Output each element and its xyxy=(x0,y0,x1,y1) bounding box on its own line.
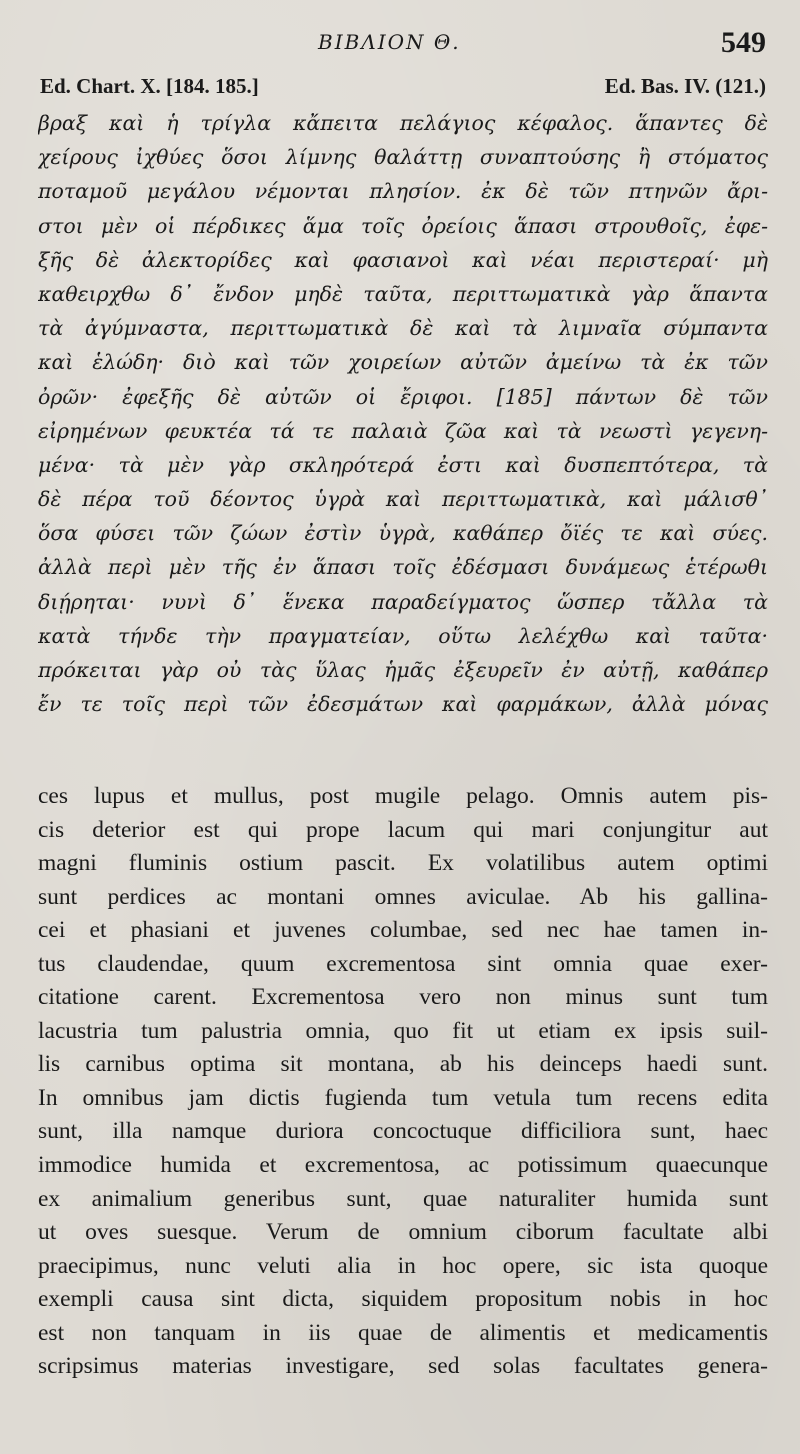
running-head xyxy=(0,26,800,64)
latin-line: tus claudendae, quum excrementosa sint omnia quae exer- xyxy=(38,950,768,977)
latin-line: exempli causa sint dicta, siquidem propositum nobis in hoc xyxy=(38,1286,768,1313)
greek-line: καθειρχθω δ᾽ ἔνδον μηδὲ ταῦτα, περιττωματικὰ γὰρ ἅπαντα xyxy=(38,281,768,306)
edition-reference-line xyxy=(40,74,766,104)
latin-line: citatione carent. Excrementosa vero non minus sunt tum xyxy=(38,984,768,1011)
latin-line: praecipimus, nunc veluti alia in hoc opere, sic ista quoque xyxy=(38,1252,768,1279)
greek-line: ὅσα φύσει τῶν ζώων ἐστὶν ὑγρὰ, καθάπερ ὄϊές τε καὶ σύες. xyxy=(38,521,768,546)
latin-line: In omnibus jam dictis fugienda tum vetula tum recens edita xyxy=(38,1084,768,1111)
greek-line: κατὰ τήνδε τὴν πραγματείαν, οὕτω λελέχθω καὶ ταῦτα· xyxy=(38,623,768,648)
greek-line: χείρους ἰχθύες ὅσοι λίμνης θαλάττῃ συναπτούσης ἢ στόματος xyxy=(38,145,768,170)
latin-line: immodice humida et excrementosa, ac potissimum quaecunque xyxy=(38,1152,768,1179)
greek-line: εἰρημένων φευκτέα τά τε παλαιὰ ζῶα καὶ τὰ νεωστὶ γεγενη- xyxy=(38,418,768,443)
latin-line: cei et phasiani et juvenes columbae, sed nec hae tamen in- xyxy=(38,917,768,944)
latin-line: magni fluminis ostium pascit. Ex volatilibus autem optimi xyxy=(38,850,768,877)
page-number: 549 xyxy=(721,26,766,59)
latin-line: lacustria tum palustria omnia, quo fit ut etiam ex ipsis suil- xyxy=(38,1017,768,1044)
greek-line: ἔν τε τοῖς περὶ τῶν ἐδεσμάτων καὶ φαρμάκων, ἀλλὰ μόνας xyxy=(38,692,768,717)
latin-line: ces lupus et mullus, post mugile pelago. Omnis autem pis- xyxy=(38,783,768,809)
latin-line: lis carnibus optima sit montana, ab his deinceps haedi sunt. xyxy=(38,1051,768,1078)
greek-line: ὀρῶν· ἐφεξῆς δὲ αὐτῶν οἱ ἔριφοι. [185] πάντων δὲ τῶν xyxy=(38,384,768,409)
greek-line: δὲ πέρα τοῦ δέοντος ὑγρὰ καὶ περιττωματικὰ, καὶ μάλισθ᾽ xyxy=(38,487,768,512)
latin-line: ut oves suesque. Verum de omnium ciborum facultate albi xyxy=(38,1219,768,1246)
greek-line: διῄρηται· νυνὶ δ᾽ ἕνεκα παραδείγματος ὥσπερ τἄλλα τὰ xyxy=(38,589,768,614)
greek-line: τὰ ἀγύμναστα, περιττωματικὰ δὲ καὶ τὰ λιμναῖα σύμπαντα xyxy=(38,316,768,341)
latin-line: sunt perdices ac montani omnes aviculae. Ab his gallina- xyxy=(38,883,768,910)
greek-line: μένα· τὰ μὲν γὰρ σκληρότερά ἐστι καὶ δυσπεπτότερα, τὰ xyxy=(38,452,768,477)
latin-line: scripsimus materias investigare, sed solas facultates genera- xyxy=(38,1353,768,1380)
greek-line: βραξ καὶ ἡ τρίγλα κἄπειτα πελάγιος κέφαλος. ἅπαντες δὲ xyxy=(38,111,768,135)
latin-line: ex animalium generibus sunt, quae naturaliter humida sunt xyxy=(38,1185,768,1212)
greek-line: ξῆς δὲ ἀλεκτορίδες καὶ φασιανοὶ καὶ νέαι περιστεραί· μὴ xyxy=(38,247,768,272)
edition-reference-basel: Ed. Bas. IV. (121.) xyxy=(604,74,766,98)
greek-line: καὶ ἑλώδη· διὸ καὶ τῶν χοιρείων αὐτῶν ἀμείνω τὰ ἐκ τῶν xyxy=(38,350,768,375)
latin-line: est non tanquam in iis quae de alimentis et medicamentis xyxy=(38,1319,768,1346)
book-title: BIBΛΙΟΝ Θ. xyxy=(318,30,461,54)
greek-line: ποταμοῦ μεγάλου νέμονται πλησίον. ἐκ δὲ τῶν πτηνῶν ἄρι- xyxy=(38,179,768,204)
edition-reference-chartier: Ed. Chart. X. [184. 185.] xyxy=(40,74,259,98)
greek-text-block xyxy=(38,106,768,721)
greek-line: στοι μὲν οἱ πέρδικες ἅμα τοῖς ὀρείοις ἅπασι στρουθοῖς, ἐφε- xyxy=(38,213,768,238)
latin-text-block xyxy=(38,780,768,1384)
latin-line: sunt, illa namque duriora concoctuque difficiliora sunt, haec xyxy=(38,1118,768,1145)
greek-line: πρόκειται γὰρ οὐ τὰς ὕλας ἡμᾶς ἐξευρεῖν ἐν αὐτῇ, καθάπερ xyxy=(38,658,768,682)
greek-line: ἀλλὰ περὶ μὲν τῆς ἐν ἅπασι τοῖς ἐδέσμασι δυνάμεως ἑτέρωθι xyxy=(38,555,768,580)
latin-line: cis deterior est qui prope lacum qui mari conjungitur aut xyxy=(38,816,768,843)
